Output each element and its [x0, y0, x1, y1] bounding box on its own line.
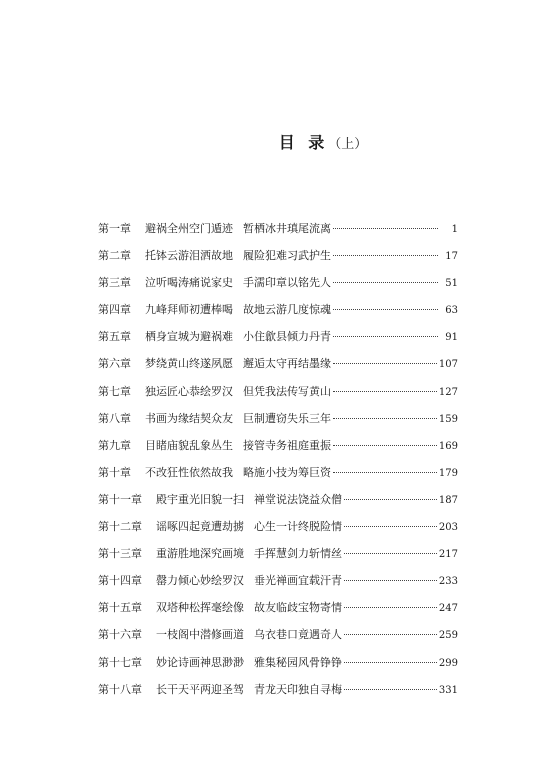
toc-entry: [98, 572, 458, 599]
chapter-title-part2: 垂光禅画宜载汗青: [254, 574, 342, 588]
title-main: 目 录: [278, 133, 329, 152]
dot-leader: [333, 281, 438, 283]
toc-entry: [98, 410, 458, 437]
page-number: 63: [445, 305, 458, 317]
dot-leader: [333, 471, 437, 473]
chapter-number: 第一章: [98, 222, 131, 235]
chapter-title-part2: 故地云游几度惊魂: [243, 303, 331, 317]
chapter-title-part1: 重游胜地深究画境: [156, 547, 244, 561]
chapter-number: 第二章: [98, 249, 131, 263]
toc-entry: [98, 301, 458, 328]
page-number: 331: [438, 684, 458, 696]
toc-entry: [98, 437, 458, 464]
toc-entry: [98, 491, 458, 518]
page-number: 217: [438, 549, 458, 561]
chapter-number: 第十七章: [98, 655, 142, 669]
toc-entry: [98, 383, 458, 410]
dot-leader: [344, 661, 437, 663]
page-number: 169: [438, 440, 458, 452]
chapter-title-part2: 雅集秘园风骨铮铮: [254, 655, 342, 669]
chapter-number: 第十四章: [98, 574, 142, 588]
chapter-number: 第十一章: [98, 492, 142, 506]
toc-entry: [98, 518, 458, 545]
chapter-number: 第十八章: [98, 682, 142, 696]
chapter-number: 第九章: [98, 438, 131, 452]
chapter-number: 第八章: [98, 411, 131, 425]
chapter-number: 第十六章: [98, 628, 142, 642]
chapter-title-part1: 长干天平两迎圣驾: [156, 682, 244, 696]
chapter-title-part2: 心生一计终脱险情: [254, 520, 342, 534]
chapter-title-part2: 小住歙县倾力丹青: [243, 330, 331, 344]
chapter-title-part1: 九峰拜师初遭棒喝: [145, 303, 233, 317]
chapter-title-part2: 邂逅太守再结墨缘: [243, 357, 331, 371]
toc-entry: [98, 355, 458, 382]
chapter-number: 第五章: [98, 330, 131, 344]
page-number: 187: [438, 494, 458, 506]
chapter-number: 第六章: [98, 357, 131, 371]
chapter-title-part1: 书画为缘结契众友: [145, 411, 233, 425]
dot-leader: [344, 498, 437, 500]
chapter-title-part1: 谣啄四起竟遭劫掳: [156, 520, 244, 534]
chapter-title-part1: 殿宇重光旧貌一扫: [156, 492, 244, 506]
chapter-number: 第三章: [98, 276, 131, 290]
dot-leader: [344, 525, 437, 527]
chapter-title-part1: 独运匠心恭绘罗汉: [145, 384, 233, 398]
dot-leader: [333, 390, 437, 392]
page-number: 91: [445, 332, 458, 344]
toc-entry: [98, 654, 458, 681]
chapter-title-part2: 履险犯难习武护生: [243, 249, 331, 263]
chapter-title-part1: 泣听喝涛痛说家史: [145, 276, 233, 290]
page-number: 203: [438, 522, 458, 534]
page-number: 179: [438, 467, 458, 479]
toc-entry: [98, 220, 458, 247]
chapter-title-part2: 手濡印章以铭先人: [243, 276, 331, 290]
dot-leader: [344, 579, 437, 581]
table-of-contents: [98, 220, 458, 708]
chapter-title-part1: 双塔种松挥毫绘像: [156, 601, 244, 615]
page-number: 233: [438, 576, 458, 588]
chapter-title-part2: 禅堂说法饶益众僧: [254, 492, 342, 506]
dot-leader: [333, 362, 437, 364]
dot-leader: [333, 254, 438, 256]
chapter-number: 第四章: [98, 303, 131, 317]
chapter-title-part2: 青龙天印独自寻梅: [254, 682, 342, 696]
chapter-title-part1: 避祸全州空门遁迹: [145, 222, 233, 235]
page-number: 259: [438, 630, 458, 642]
dot-leader: [333, 335, 438, 337]
chapter-title-part1: 不改狂性依然故我: [145, 465, 233, 479]
toc-entry: [98, 247, 458, 274]
chapter-title-part1: 目睹庙貌乱象丛生: [145, 438, 233, 452]
chapter-title-part2: 故友临歧宝物寄情: [254, 601, 342, 615]
page-title: [0, 130, 550, 153]
title-sub: （上）: [328, 137, 368, 152]
dot-leader: [333, 417, 437, 419]
page-number: 17: [445, 251, 458, 263]
dot-leader: [344, 606, 437, 608]
page-number: 1: [451, 224, 458, 235]
dot-leader: [344, 552, 437, 554]
chapter-number: 第七章: [98, 384, 131, 398]
chapter-title-part2: 但凭我法传写黄山: [243, 384, 331, 398]
chapter-number: 第十五章: [98, 601, 142, 615]
chapter-title-part2: 手挥慧剑力斩情丝: [254, 547, 342, 561]
toc-entry: [98, 328, 458, 355]
chapter-title-part2: 略施小技为筹巨资: [243, 465, 331, 479]
chapter-title-part1: 托钵云游泪洒故地: [145, 249, 233, 263]
chapter-title-part1: 妙论诗画神思渺渺: [156, 655, 244, 669]
page-number: 159: [438, 413, 458, 425]
page-number: 247: [438, 603, 458, 615]
toc-entry: [98, 464, 458, 491]
chapter-number: 第十三章: [98, 547, 142, 561]
toc-entry: [98, 545, 458, 572]
dot-leader: [344, 688, 437, 690]
page-number: 51: [445, 278, 458, 290]
toc-entry: [98, 681, 458, 708]
chapter-title-part1: 栖身宣城为避祸难: [145, 330, 233, 344]
chapter-title-part1: 一枝阁中潜修画道: [156, 628, 244, 642]
chapter-number: 第十章: [98, 465, 131, 479]
toc-entry: [98, 626, 458, 653]
dot-leader: [344, 633, 437, 635]
dot-leader: [333, 444, 437, 446]
chapter-title-part2: 巨制遭窃失乐三年: [243, 411, 331, 425]
toc-entry: [98, 274, 458, 301]
page-number: 127: [438, 386, 458, 398]
page-number: 299: [438, 657, 458, 669]
chapter-title-part2: 暂栖冰井瑱尾流离: [243, 222, 331, 235]
chapter-title-part2: 乌衣巷口竟遇奇人: [254, 628, 342, 642]
page-number: 107: [438, 359, 458, 371]
dot-leader: [333, 227, 438, 229]
chapter-number: 第十二章: [98, 520, 142, 534]
chapter-title-part1: 梦绕黄山终遂夙愿: [145, 357, 233, 371]
chapter-title-part1: 罄力倾心妙绘罗汉: [156, 574, 244, 588]
toc-entry: [98, 599, 458, 626]
chapter-title-part2: 接管寺务祖庭重振: [243, 438, 331, 452]
dot-leader: [333, 308, 438, 310]
